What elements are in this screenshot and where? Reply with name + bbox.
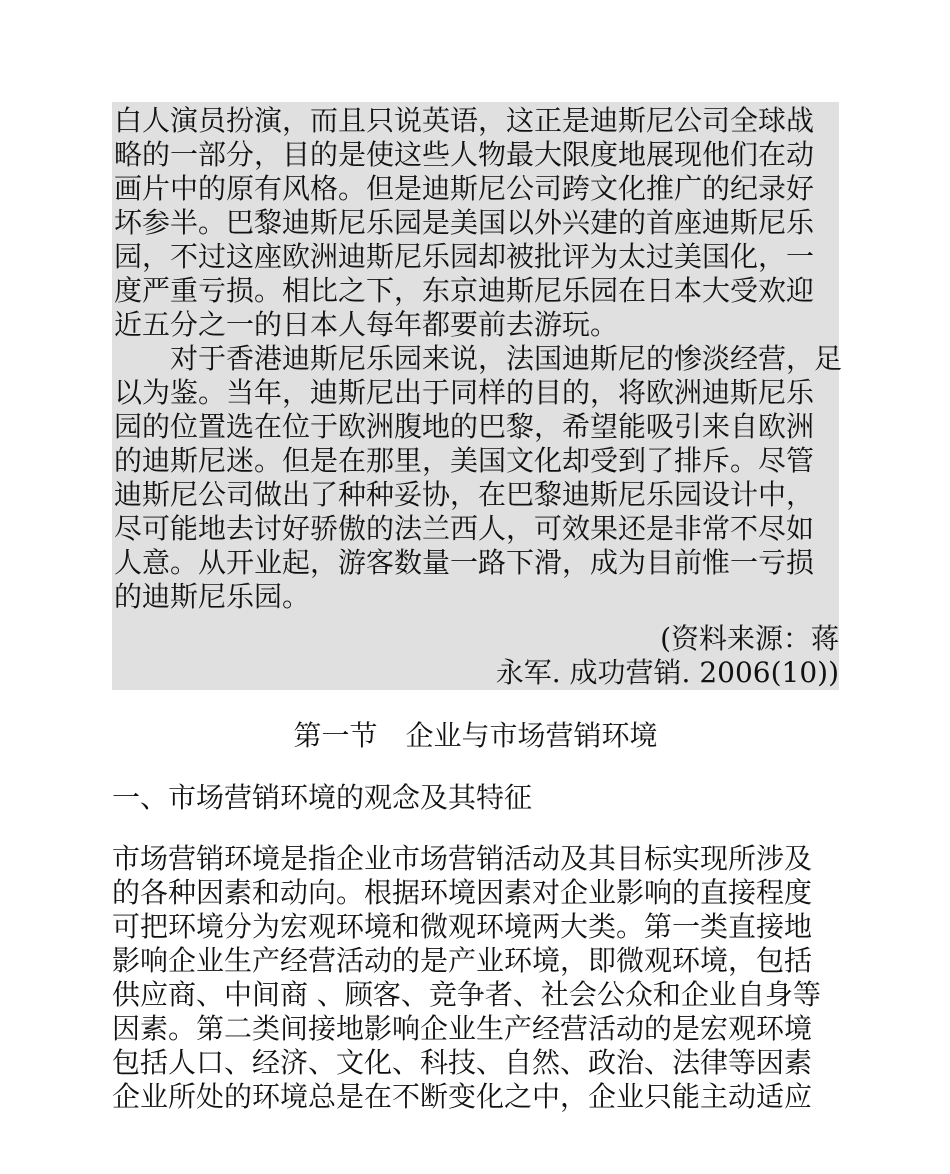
text-line: 因素。第二类间接地影响企业生产经营活动的是宏观环境 (112, 1012, 813, 1045)
text-line: 度严重亏损。相比之下，东京迪斯尼乐园在日本大受欢迎 (114, 274, 815, 307)
text-line: 的迪斯尼乐园。 (114, 580, 311, 613)
text-line: 市场营销环境是指企业市场营销活动及其目标实现所涉及 (112, 842, 813, 875)
case-paragraph-1 (114, 104, 839, 342)
section-title: 第一节 企业与市场营销环境 (293, 719, 658, 752)
text-line: 供应商、中间商 、顾客、竞争者、社会公众和企业自身等 (112, 978, 821, 1011)
text-line: 对于香港迪斯尼乐园来说，法国迪斯尼的惨淡经营，足 (170, 342, 843, 375)
text-line: 坏参半。巴黎迪斯尼乐园是美国以外兴建的首座迪斯尼乐 (114, 206, 815, 239)
source-citation (114, 622, 839, 690)
source-line: (资料来源：蒋 (660, 622, 839, 655)
text-line: 迪斯尼公司做出了种种妥协，在巴黎迪斯尼乐园设计中， (114, 478, 815, 511)
text-line: 画片中的原有风格。但是迪斯尼公司跨文化推广的纪录好 (114, 172, 815, 205)
case-study-box (112, 102, 843, 690)
text-line: 企业所处的环境总是在不断变化之中，企业只能主动适应 (112, 1080, 813, 1113)
text-line: 人意。从开业起，游客数量一路下滑，成为目前惟一亏损 (114, 546, 815, 579)
text-line: 白人演员扮演，而且只说英语，这正是迪斯尼公司全球战 (114, 104, 815, 137)
text-line: 的迪斯尼迷。但是在那里，美国文化却受到了排斥。尽管 (114, 444, 815, 477)
text-line: 园，不过这座欧洲迪斯尼乐园却被批评为太过美国化，一 (114, 240, 815, 273)
text-line: 略的一部分，目的是使这些人物最大限度地展现他们在动 (114, 138, 815, 171)
text-line: 尽可能地去讨好骄傲的法兰西人，可效果还是非常不尽如 (114, 512, 815, 545)
text-line: 的各种因素和动向。根据环境因素对企业影响的直接程度 (112, 876, 813, 909)
text-line: 以为鉴。当年，迪斯尼出于同样的目的，将欧洲迪斯尼乐 (114, 376, 815, 409)
source-line: 永军. 成功营销. 2006(10)) (495, 656, 839, 689)
text-line: 可把环境分为宏观环境和微观环境两大类。第一类直接地 (112, 910, 813, 943)
case-paragraph-2 (114, 342, 843, 614)
body-paragraph (112, 842, 839, 1114)
text-line: 影响企业生产经营活动的是产业环境，即微观环境，包括 (112, 944, 813, 977)
sub-heading: 一、市场营销环境的观念及其特征 (112, 781, 533, 814)
document-page (112, 102, 843, 1114)
text-line: 近五分之一的日本人每年都要前去游玩。 (114, 308, 619, 341)
text-line: 包括人口、经济、文化、科技、自然、政治、法律等因素 (112, 1046, 813, 1079)
text-line: 园的位置选在位于欧洲腹地的巴黎，希望能吸引来自欧洲 (114, 410, 815, 443)
